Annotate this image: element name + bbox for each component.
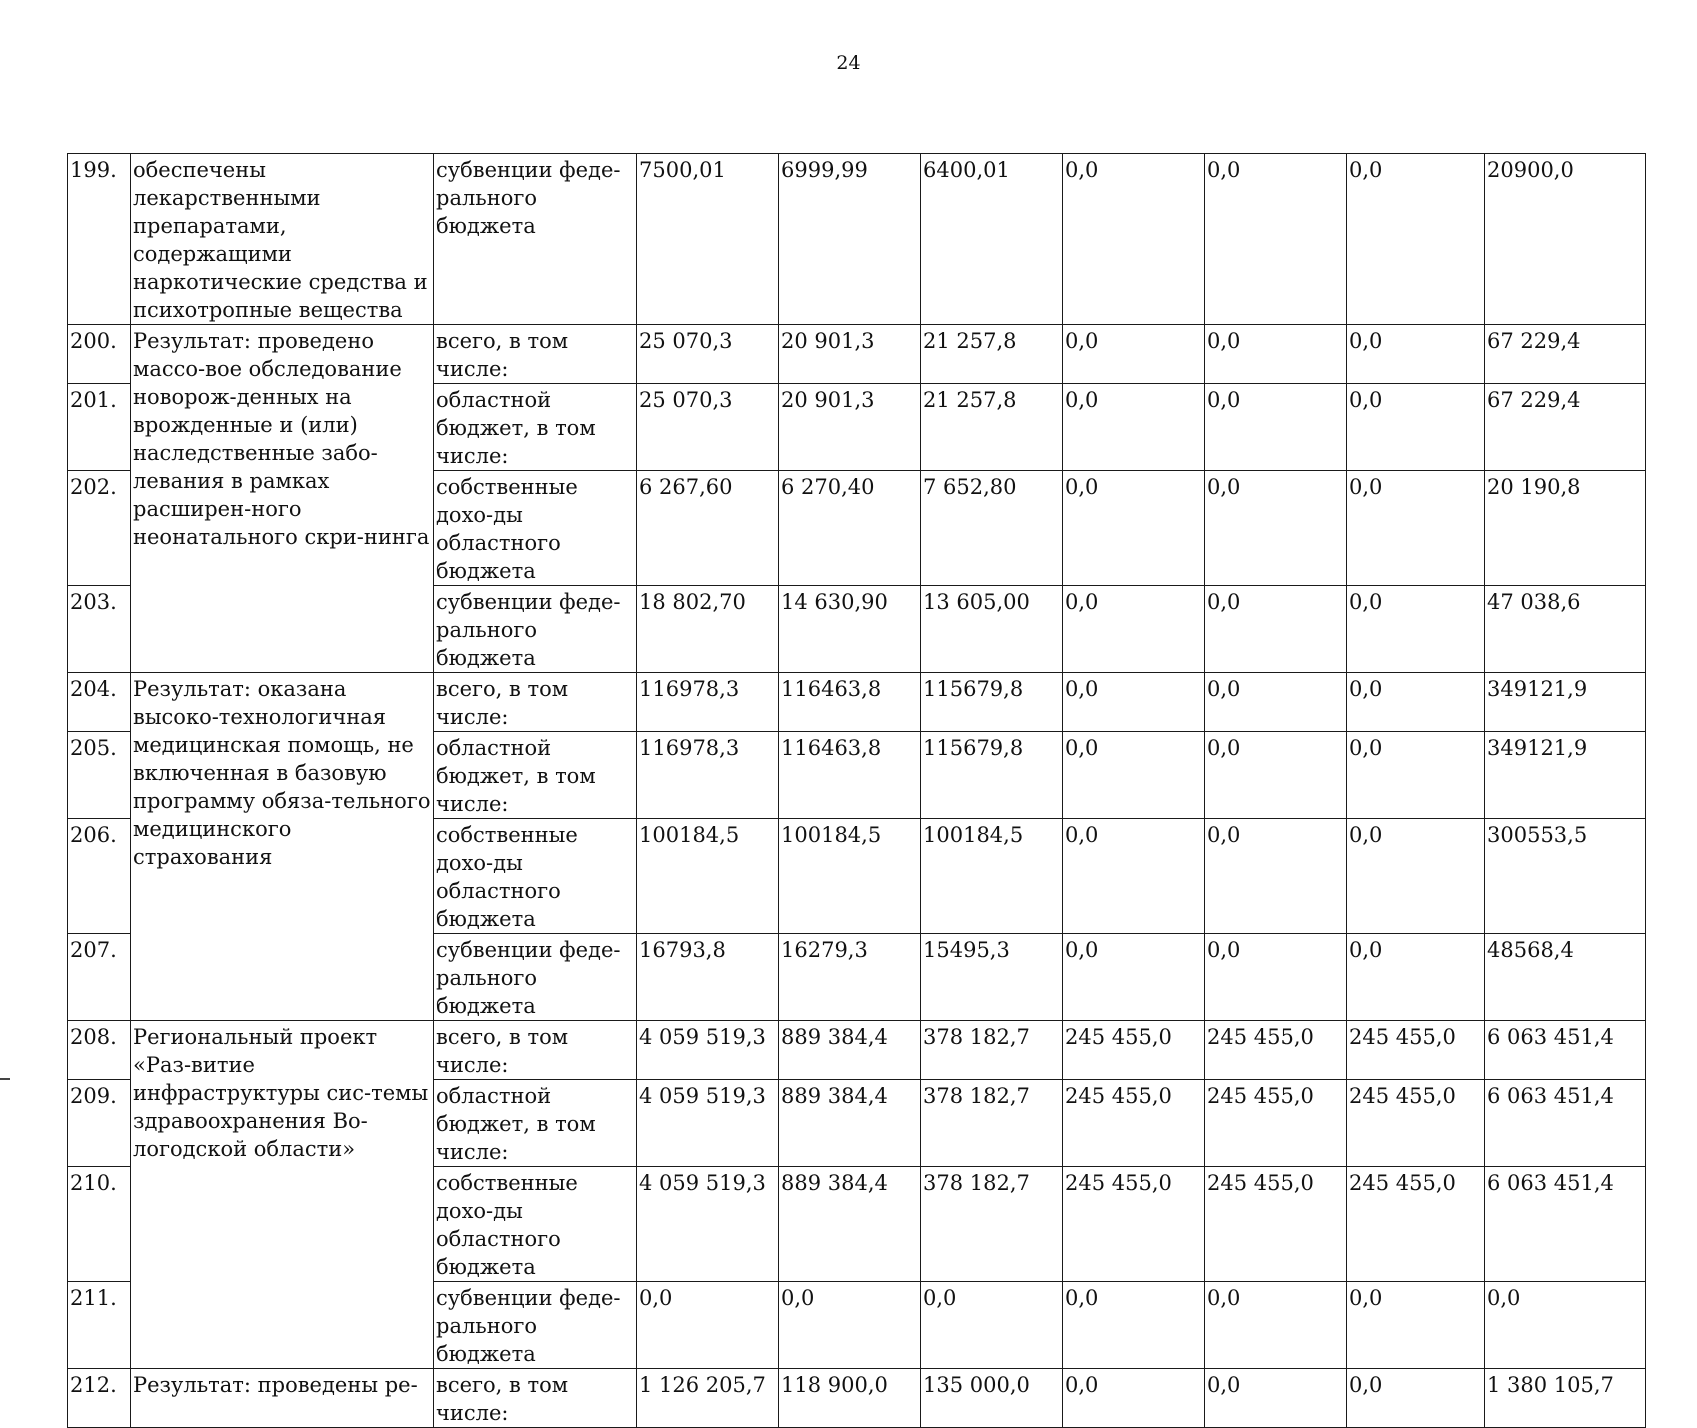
total-cell: 6 063 451,4 [1485, 1021, 1646, 1080]
row-number: 212. [68, 1369, 131, 1428]
row-number: 209. [68, 1080, 131, 1167]
value-cell: 378 182,7 [921, 1021, 1063, 1080]
value-cell: 135 000,0 [921, 1369, 1063, 1428]
total-cell: 6 063 451,4 [1485, 1080, 1646, 1167]
funding-source: собственные дохо-ды областного бюджета [434, 471, 637, 586]
value-cell: 0,0 [1063, 154, 1205, 325]
value-cell: 0,0 [1205, 819, 1347, 934]
table-row [68, 325, 1646, 384]
value-cell: 0,0 [1063, 732, 1205, 819]
total-cell: 67 229,4 [1485, 384, 1646, 471]
value-cell: 0,0 [1347, 586, 1485, 673]
funding-source: субвенции феде-рального бюджета [434, 934, 637, 1021]
value-cell: 116463,8 [779, 732, 921, 819]
value-cell: 245 455,0 [1063, 1021, 1205, 1080]
funding-source: областной бюджет, в том числе: [434, 1080, 637, 1167]
value-cell: 6 270,40 [779, 471, 921, 586]
total-cell: 20 190,8 [1485, 471, 1646, 586]
value-cell: 245 455,0 [1063, 1080, 1205, 1167]
value-cell: 245 455,0 [1205, 1021, 1347, 1080]
total-cell: 67 229,4 [1485, 325, 1646, 384]
value-cell: 14 630,90 [779, 586, 921, 673]
funding-source: всего, в том числе: [434, 673, 637, 732]
value-cell: 6999,99 [779, 154, 921, 325]
value-cell: 1 126 205,7 [637, 1369, 779, 1428]
value-cell: 100184,5 [921, 819, 1063, 934]
value-cell: 0,0 [1205, 1282, 1347, 1369]
value-cell: 100184,5 [779, 819, 921, 934]
value-cell: 25 070,3 [637, 325, 779, 384]
value-cell: 889 384,4 [779, 1021, 921, 1080]
funding-source: всего, в том числе: [434, 1369, 637, 1428]
value-cell: 0,0 [1063, 934, 1205, 1021]
value-cell: 115679,8 [921, 732, 1063, 819]
value-cell: 116463,8 [779, 673, 921, 732]
funding-source: всего, в том числе: [434, 1021, 637, 1080]
value-cell: 0,0 [1063, 471, 1205, 586]
value-cell: 0,0 [1347, 384, 1485, 471]
value-cell: 0,0 [637, 1282, 779, 1369]
funding-source: собственные дохо-ды областного бюджета [434, 1167, 637, 1282]
row-number: 200. [68, 325, 131, 384]
funding-source: всего, в том числе: [434, 325, 637, 384]
total-cell: 349121,9 [1485, 673, 1646, 732]
row-number: 206. [68, 819, 131, 934]
row-description: Результат: проведено массо-вое обследование новорож-денных на врожденные и (или) наследственные забо-левания в рамках расширен-ного неонатального скри-нинга [131, 325, 434, 673]
value-cell: 0,0 [1205, 1369, 1347, 1428]
row-number: 207. [68, 934, 131, 1021]
value-cell: 0,0 [1347, 325, 1485, 384]
funding-source: областной бюджет, в том числе: [434, 384, 637, 471]
value-cell: 100184,5 [637, 819, 779, 934]
page-number: 24 [836, 52, 861, 74]
value-cell: 0,0 [779, 1282, 921, 1369]
value-cell: 0,0 [1205, 325, 1347, 384]
value-cell: 0,0 [1205, 732, 1347, 819]
value-cell: 118 900,0 [779, 1369, 921, 1428]
value-cell: 0,0 [1205, 471, 1347, 586]
value-cell: 6 267,60 [637, 471, 779, 586]
value-cell: 21 257,8 [921, 325, 1063, 384]
value-cell: 0,0 [1347, 934, 1485, 1021]
value-cell: 0,0 [1063, 819, 1205, 934]
value-cell: 0,0 [1063, 384, 1205, 471]
total-cell: 20900,0 [1485, 154, 1646, 325]
value-cell: 25 070,3 [637, 384, 779, 471]
value-cell: 245 455,0 [1347, 1021, 1485, 1080]
value-cell: 15495,3 [921, 934, 1063, 1021]
value-cell: 245 455,0 [1347, 1080, 1485, 1167]
row-description: Результат: оказана высоко-технологичная медицинская помощь, не включенная в базовую программу обяза-тельного медицинского страхования [131, 673, 434, 1021]
total-cell: 349121,9 [1485, 732, 1646, 819]
total-cell: 0,0 [1485, 1282, 1646, 1369]
value-cell: 0,0 [1205, 384, 1347, 471]
value-cell: 0,0 [1205, 673, 1347, 732]
table-row [68, 1369, 1646, 1428]
funding-source: областной бюджет, в том числе: [434, 732, 637, 819]
row-number: 211. [68, 1282, 131, 1369]
value-cell: 21 257,8 [921, 384, 1063, 471]
total-cell: 48568,4 [1485, 934, 1646, 1021]
row-number: 210. [68, 1167, 131, 1282]
total-cell: 47 038,6 [1485, 586, 1646, 673]
value-cell: 0,0 [921, 1282, 1063, 1369]
value-cell: 116978,3 [637, 732, 779, 819]
row-description: Результат: проведены ре- [131, 1369, 434, 1428]
row-number: 204. [68, 673, 131, 732]
value-cell: 0,0 [1347, 1282, 1485, 1369]
value-cell: 20 901,3 [779, 325, 921, 384]
row-number: 202. [68, 471, 131, 586]
value-cell: 889 384,4 [779, 1080, 921, 1167]
value-cell: 116978,3 [637, 673, 779, 732]
value-cell: 378 182,7 [921, 1080, 1063, 1167]
value-cell: 0,0 [1063, 325, 1205, 384]
value-cell: 4 059 519,3 [637, 1021, 779, 1080]
total-cell: 300553,5 [1485, 819, 1646, 934]
row-number: 203. [68, 586, 131, 673]
value-cell: 0,0 [1347, 471, 1485, 586]
value-cell: 378 182,7 [921, 1167, 1063, 1282]
value-cell: 18 802,70 [637, 586, 779, 673]
value-cell: 7 652,80 [921, 471, 1063, 586]
value-cell: 6400,01 [921, 154, 1063, 325]
value-cell: 4 059 519,3 [637, 1080, 779, 1167]
row-description: Региональный проект «Раз-витие инфраструктуры сис-темы здравоохранения Во-логодской области» [131, 1021, 434, 1369]
value-cell: 16793,8 [637, 934, 779, 1021]
value-cell: 16279,3 [779, 934, 921, 1021]
funding-source: собственные дохо-ды областного бюджета [434, 819, 637, 934]
value-cell: 0,0 [1063, 1369, 1205, 1428]
budget-table [67, 153, 1646, 1428]
value-cell: 7500,01 [637, 154, 779, 325]
value-cell: 245 455,0 [1347, 1167, 1485, 1282]
value-cell: 0,0 [1063, 1282, 1205, 1369]
value-cell: 245 455,0 [1205, 1167, 1347, 1282]
value-cell: 115679,8 [921, 673, 1063, 732]
value-cell: 4 059 519,3 [637, 1167, 779, 1282]
table-row [68, 1021, 1646, 1080]
value-cell: 13 605,00 [921, 586, 1063, 673]
value-cell: 0,0 [1063, 673, 1205, 732]
funding-source: субвенции феде-рального бюджета [434, 154, 637, 325]
funding-source: субвенции феде-рального бюджета [434, 586, 637, 673]
value-cell: 0,0 [1347, 819, 1485, 934]
value-cell: 0,0 [1347, 154, 1485, 325]
value-cell: 0,0 [1205, 154, 1347, 325]
margin-mark [0, 1078, 10, 1080]
value-cell: 0,0 [1063, 586, 1205, 673]
table-row [68, 154, 1646, 325]
row-number: 201. [68, 384, 131, 471]
value-cell: 0,0 [1347, 1369, 1485, 1428]
row-number: 208. [68, 1021, 131, 1080]
total-cell: 6 063 451,4 [1485, 1167, 1646, 1282]
value-cell: 20 901,3 [779, 384, 921, 471]
row-description: обеспечены лекарственными препаратами, содержащими наркотические средства и психотропные вещества [131, 154, 434, 325]
value-cell: 0,0 [1205, 934, 1347, 1021]
funding-source: субвенции феде-рального бюджета [434, 1282, 637, 1369]
row-number: 205. [68, 732, 131, 819]
row-number: 199. [68, 154, 131, 325]
total-cell: 1 380 105,7 [1485, 1369, 1646, 1428]
value-cell: 245 455,0 [1205, 1080, 1347, 1167]
table-row [68, 673, 1646, 732]
value-cell: 0,0 [1347, 673, 1485, 732]
value-cell: 245 455,0 [1063, 1167, 1205, 1282]
value-cell: 889 384,4 [779, 1167, 921, 1282]
table-body [68, 154, 1646, 1428]
value-cell: 0,0 [1205, 586, 1347, 673]
value-cell: 0,0 [1347, 732, 1485, 819]
